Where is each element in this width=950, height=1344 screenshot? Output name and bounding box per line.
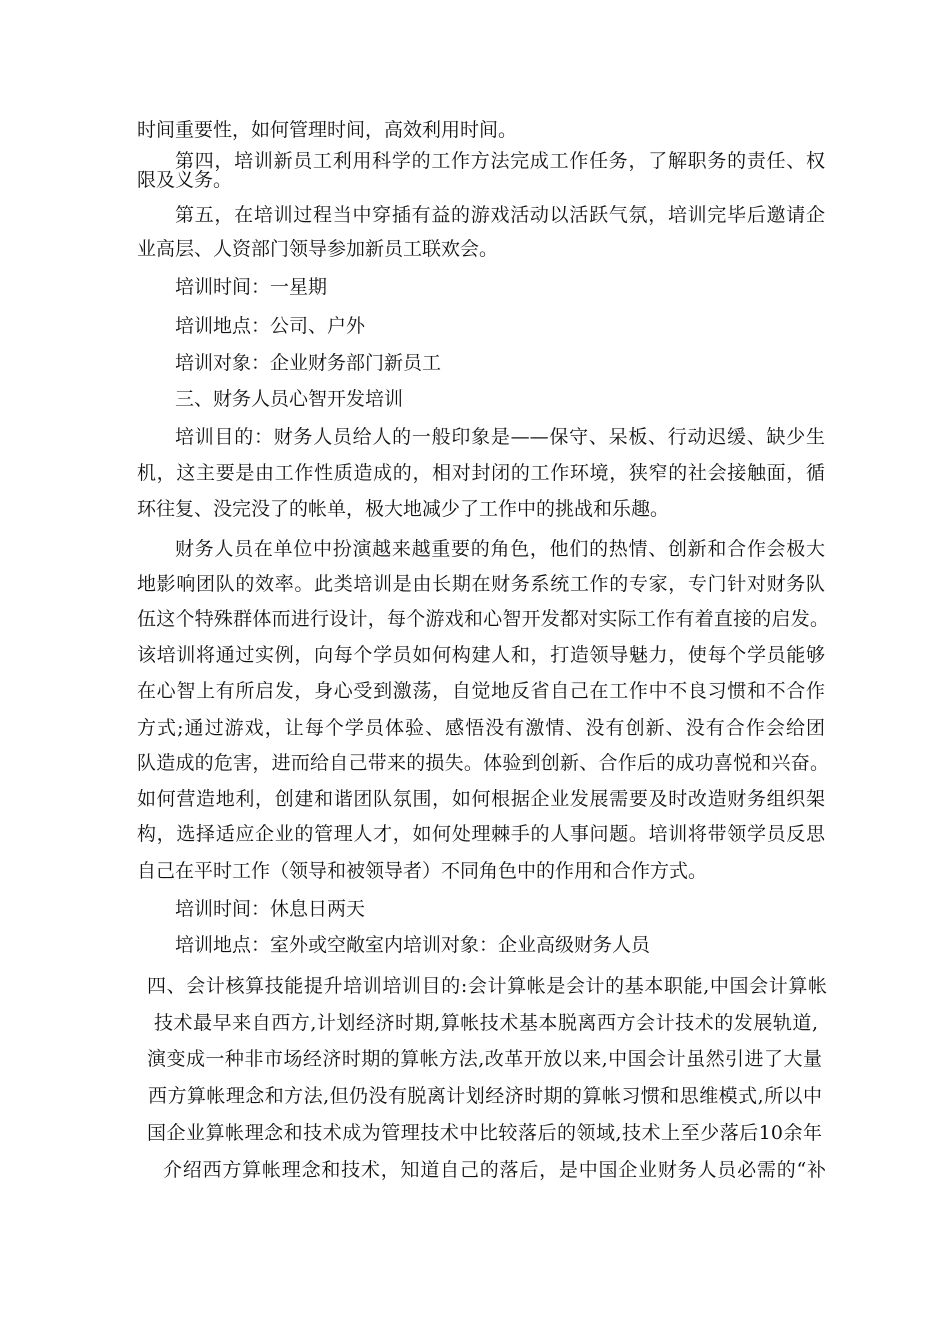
text-line: 西方算帐理念和方法,但仍没有脱离计划经济时期的算帐习惯和思维模式,所以中 <box>148 1085 822 1107</box>
text-line: 构，选择适应企业的管理人才，如何处理棘手的人事问题。培训将带领学员反思 <box>137 823 825 845</box>
text-line: 机，这主要是由工作性质造成的，相对封闭的工作环境，狭窄的社会接触面，循 <box>137 462 825 484</box>
text-line: 在心智上有所启发，身心受到激荡，自觉地反省自己在工作中不良习惯和不合作 <box>137 680 825 702</box>
text-line: 伍这个特殊群体而进行设计，每个游戏和心智开发都对实际工作有着直接的启发。 <box>137 608 829 630</box>
text-line: 财务人员在单位中扮演越来越重要的角色，他们的热情、创新和合作会极大 <box>175 538 825 560</box>
text-line: 该培训将通过实例，向每个学员如何构建人和，打造领导魅力，使每个学员能够 <box>137 644 825 666</box>
text-line: 第五，在培训过程当中穿插有益的游戏活动以活跃气氛，培训完毕后邀请企 <box>175 204 825 226</box>
text-line: 限及义务。 <box>137 169 233 191</box>
section-heading: 四、会计核算技能提升培训培训目的:会计算帐是会计的基本职能,中国会计算帐 <box>147 975 827 997</box>
text-line: 国企业算帐理念和技术成为管理技术中比较落后的领域,技术上至少落后10余年 <box>147 1122 822 1144</box>
text-line: 技术最早来自西方,计划经济时期,算帐技术基本脱离西方会计技术的发展轨道, <box>154 1012 818 1034</box>
text-line: 环往复、没完没了的帐单，极大地减少了工作中的挑战和乐趣。 <box>137 498 670 520</box>
text-line: 时间重要性，如何管理时间，高效利用时间。 <box>137 119 518 141</box>
text-line: 方式;通过游戏，让每个学员体验、感悟没有激情、没有创新、没有合作会给团 <box>137 717 825 739</box>
text-line: 演变成一种非市场经济时期的算帐方法,改革开放以来,中国会计虽然引进了大量 <box>147 1048 822 1070</box>
text-line: 培训时间：一星期 <box>175 276 328 298</box>
text-line: 介绍西方算帐理念和技术，知道自己的落后，是中国企业财务人员必需的“补 <box>163 1159 826 1181</box>
text-line: 培训地点：公司、户外 <box>175 315 366 337</box>
text-line: 第四，培训新员工利用科学的工作方法完成工作任务，了解职务的责任、权 <box>175 150 825 172</box>
text-line: 培训地点：室外或空敞室内培训对象：企业高级财务人员 <box>175 934 651 956</box>
text-line: 地影响团队的效率。此类培训是由长期在财务系统工作的专家，专门针对财务队 <box>137 573 825 595</box>
section-heading: 三、财务人员心智开发培训 <box>175 388 404 410</box>
text-line: 业高层、人资部门领导参加新员工联欢会。 <box>137 238 499 260</box>
text-line: 自己在平时工作（领导和被领导者）不同角色中的作用和合作方式。 <box>137 860 708 882</box>
text-line: 如何营造地利，创建和谐团队氛围，如何根据企业发展需要及时改造财务组织架 <box>137 788 825 810</box>
text-line: 培训对象：企业财务部门新员工 <box>175 352 442 374</box>
text-line: 培训时间：休息日两天 <box>175 898 366 920</box>
text-line: 培训目的：财务人员给人的一般印象是——保守、呆板、行动迟缓、缺少生 <box>175 426 825 448</box>
text-line: 队造成的危害，进而给自己带来的损失。体验到创新、合作后的成功喜悦和兴奋。 <box>137 752 829 774</box>
